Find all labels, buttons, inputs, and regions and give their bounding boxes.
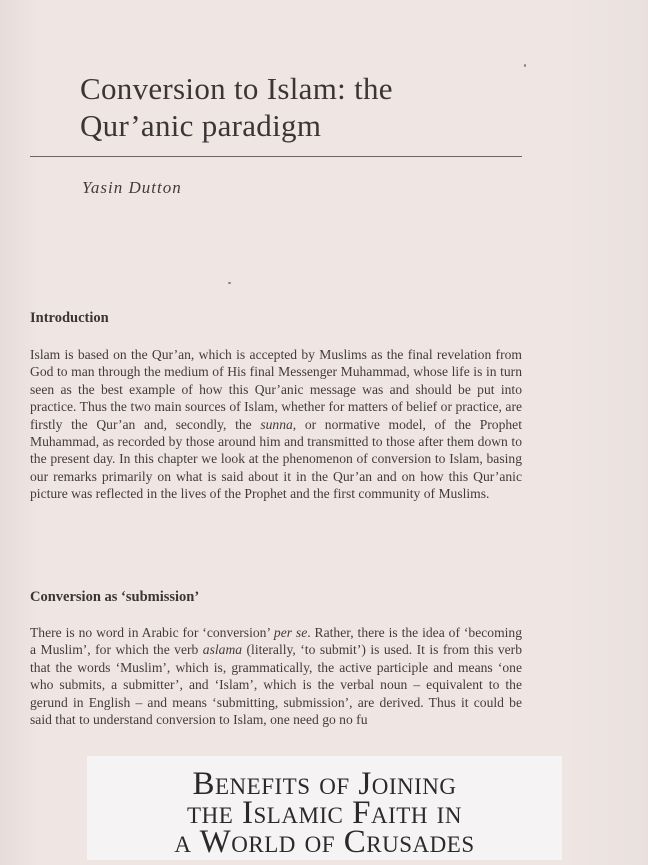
banner-line-2: the Islamic Faith in [187, 795, 462, 831]
chapter-title [80, 70, 530, 144]
submission-paragraph [30, 624, 522, 760]
paragraph-text: . Rather, there is the idea of ‘becoming a Muslim’, for which the verb [30, 625, 522, 658]
print-speck [228, 282, 231, 284]
paragraph-emphasis: sunna [260, 416, 293, 432]
introduction-paragraph [30, 346, 522, 503]
title-divider [30, 156, 522, 157]
paragraph-emphasis: aslama [202, 642, 243, 658]
paragraph-emphasis: per se [273, 625, 308, 640]
section-heading-introduction: Introduction [30, 310, 109, 326]
banner-line-3: a World of Crusades [174, 824, 475, 860]
overlay-banner [87, 756, 562, 860]
paragraph-text: (literally, ‘to submit’) is used. It is from this verb that the words ‘Muslim’, which is, grammatically, the active participle and means ‘one who submits, a submitter’, and ‘Islam’, which is the verbal noun – equivalent to the gerund in English – and means ‘submitting, submission’, are derived. Thus it could be said that to understand conversion to Islam, one need go no fu [30, 642, 522, 728]
paragraph-text: , or normative model, of the Prophet Muhammad, as recorded by those around him and transmitted to those after them down to the present day. In this chapter we look at the phenomenon of conversion to Islam, basing our remarks primarily on what is said about it in the Qur’an and on how this Qur’anic picture was reflected in the lives of the Prophet and the first community of Muslims. [30, 416, 522, 502]
chapter-title-line-2: Qur’anic paradigm [80, 108, 322, 143]
print-speck [524, 64, 526, 67]
paragraph-text: Islam is based on the Qur’an, which is accepted by Muslims as the final revelation from God to man through the medium of His final Messenger Muhammad, whose life is in turn seen as the best example of how this Qur’anic message was and should be put into practice. Thus the two main sources of Islam, whether for matters of belief or practice, are firstly the Qur’an and, secondly, the [30, 347, 522, 432]
chapter-title-line-1: Conversion to Islam: the [80, 71, 393, 106]
paragraph-text: There is no word in Arabic for ‘conversion’ [30, 625, 274, 640]
section-heading-submission: Conversion as ‘submission’ [30, 589, 200, 605]
author-name: Yasin Dutton [82, 178, 182, 197]
banner-line-1: Benefits of Joining [192, 766, 457, 802]
